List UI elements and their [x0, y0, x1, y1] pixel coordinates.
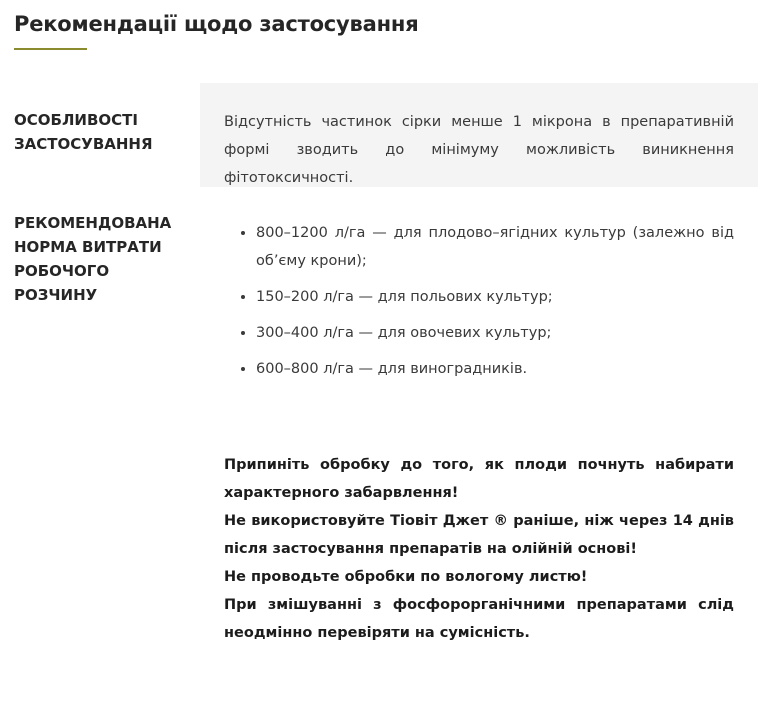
title-underline	[14, 48, 87, 50]
list-item: • 150–200 л/га — для польових культур;	[256, 283, 734, 311]
rates-label: РЕКОМЕНДОВАНА НОРМА ВИТРАТИ РОБОЧОГО РОЗЧИНУ	[14, 214, 172, 304]
list-item: • 300–400 л/га — для овочевих культур;	[256, 319, 734, 347]
warning-line: Не проводьте обробки по вологому листю!	[224, 569, 588, 585]
features-text: Відсутність частинок сірки менше 1 мікрона в препаративній формі зводить до мінімуму можливість виникнення фітотоксичності.	[224, 114, 734, 186]
features-label: ОСОБЛИВОСТІ ЗАСТОСУВАННЯ	[14, 111, 153, 153]
rates-list	[224, 219, 734, 391]
features-box	[200, 83, 758, 187]
warnings-block	[224, 451, 734, 647]
page-title: Рекомендації щодо застосування	[14, 12, 419, 36]
list-item: • 800–1200 л/га — для плодово–ягідних культур (залежно від об’єму крони);	[256, 219, 734, 275]
warning-line: При змішуванні з фосфорорганічними препаратами слід неодмінно перевіряти на сумісність.	[224, 597, 734, 641]
warning-line: Не використовуйте Тіовіт Джет ® раніше, ніж через 14 днів після застосування препаратів на олійній основі!	[224, 513, 734, 557]
list-item: • 600–800 л/га — для виноградників.	[256, 355, 734, 383]
warning-line: Припиніть обробку до того, як плоди почнуть набирати характерного забарвлення!	[224, 457, 734, 501]
